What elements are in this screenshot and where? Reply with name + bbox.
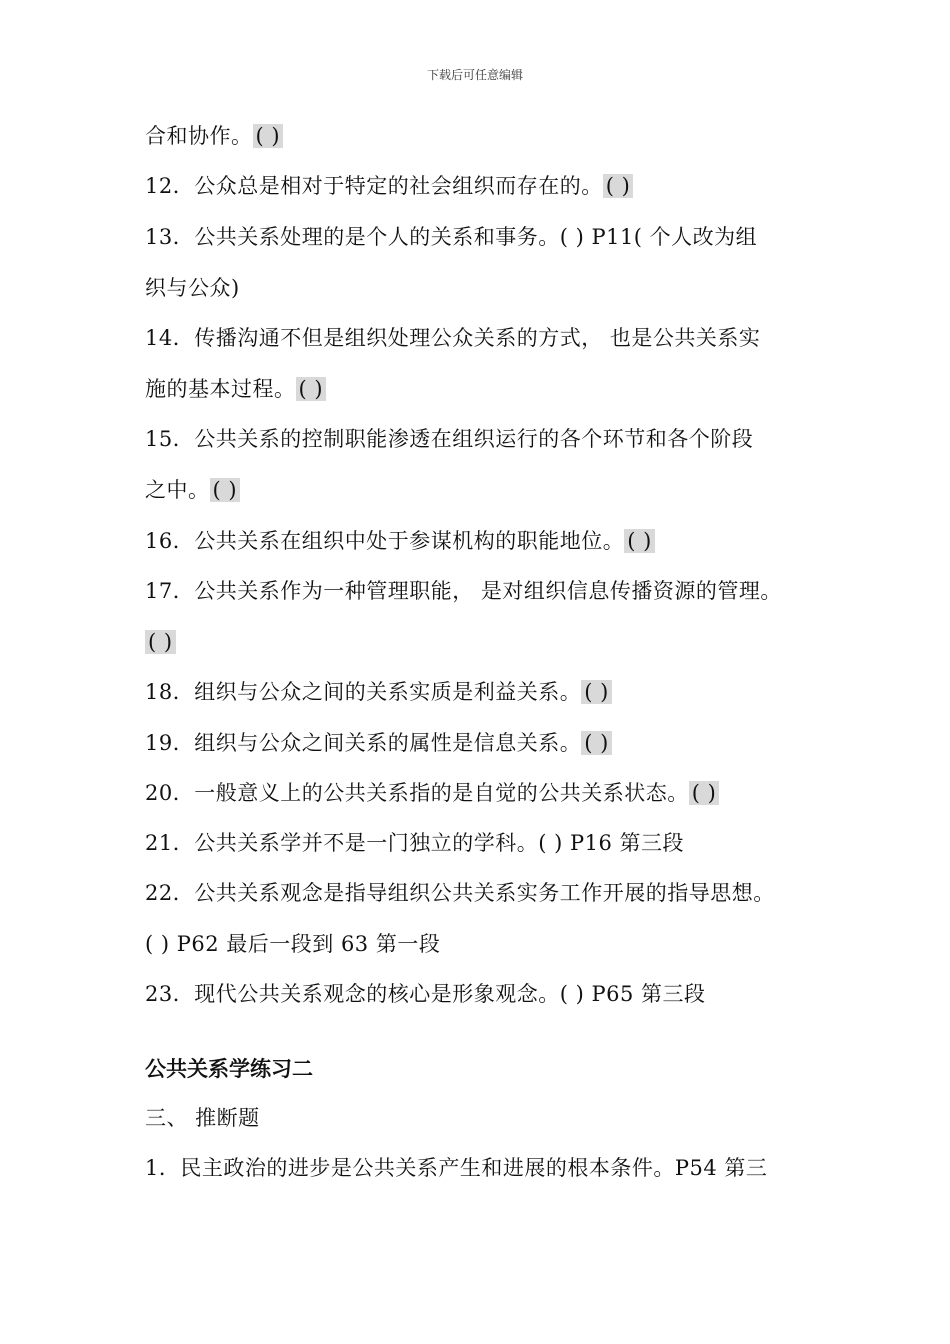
question-line: 23．现代公共关系观念的核心是形象观念。( ) P65 第三段 bbox=[145, 982, 706, 1006]
answer-blank: ( ) bbox=[689, 781, 720, 805]
question-line: 施的基本过程。 ( ) bbox=[145, 374, 326, 404]
question-line: 12．公众总是相对于特定的社会组织而存在的。 ( ) bbox=[145, 171, 633, 201]
question-line: 17．公共关系作为一种管理职能， 是对组织信息传播资源的管理。 bbox=[145, 579, 782, 603]
section-subheading: 三、 推断题 bbox=[145, 1106, 260, 1130]
answer-blank: ( ) bbox=[145, 630, 176, 654]
question-line: 13．公共关系处理的是个人的关系和事务。( ) P11( 个人改为组 bbox=[145, 225, 758, 249]
answer-blank: ( ) bbox=[210, 478, 241, 502]
question-line: 合和协作。 ( ) bbox=[145, 121, 283, 151]
question-line: 之中。 ( ) bbox=[145, 475, 240, 505]
answer-blank: ( ) bbox=[296, 377, 327, 401]
question-line: 16．公共关系在组织中处于参谋机构的职能地位。 ( ) bbox=[145, 526, 655, 556]
question-line: 21．公共关系学并不是一门独立的学科。( ) P16 第三段 bbox=[145, 831, 684, 855]
answer-blank: ( ) bbox=[603, 174, 634, 198]
answer-blank: ( ) bbox=[253, 124, 284, 148]
page-header: 下载后可任意编辑 bbox=[426, 68, 523, 82]
question-line: 14．传播沟通不但是组织处理公众关系的方式， 也是公共关系实 bbox=[145, 326, 761, 350]
question-line: 18．组织与公众之间的关系实质是利益关系。 ( ) bbox=[145, 677, 612, 707]
question-line: 19．组织与公众之间关系的属性是信息关系。 ( ) bbox=[145, 728, 612, 758]
answer-blank: ( ) bbox=[581, 731, 612, 755]
question-line: 15．公共关系的控制职能渗透在组织运行的各个环节和各个阶段 bbox=[145, 427, 754, 451]
question-line bbox=[145, 627, 176, 657]
question-line: 1．民主政治的进步是公共关系产生和进展的根本条件。P54 第三 bbox=[145, 1156, 768, 1180]
question-line: 织与公众) bbox=[145, 276, 240, 300]
question-line: 20．一般意义上的公共关系指的是自觉的公共关系状态。 ( ) bbox=[145, 778, 719, 808]
question-line: ( ) P62 最后一段到 63 第一段 bbox=[145, 932, 441, 956]
section-heading: 公共关系学练习二 bbox=[145, 1057, 313, 1081]
answer-blank: ( ) bbox=[581, 680, 612, 704]
question-line: 22．公共关系观念是指导组织公共关系实务工作开展的指导思想。 bbox=[145, 881, 775, 905]
answer-blank: ( ) bbox=[624, 529, 655, 553]
